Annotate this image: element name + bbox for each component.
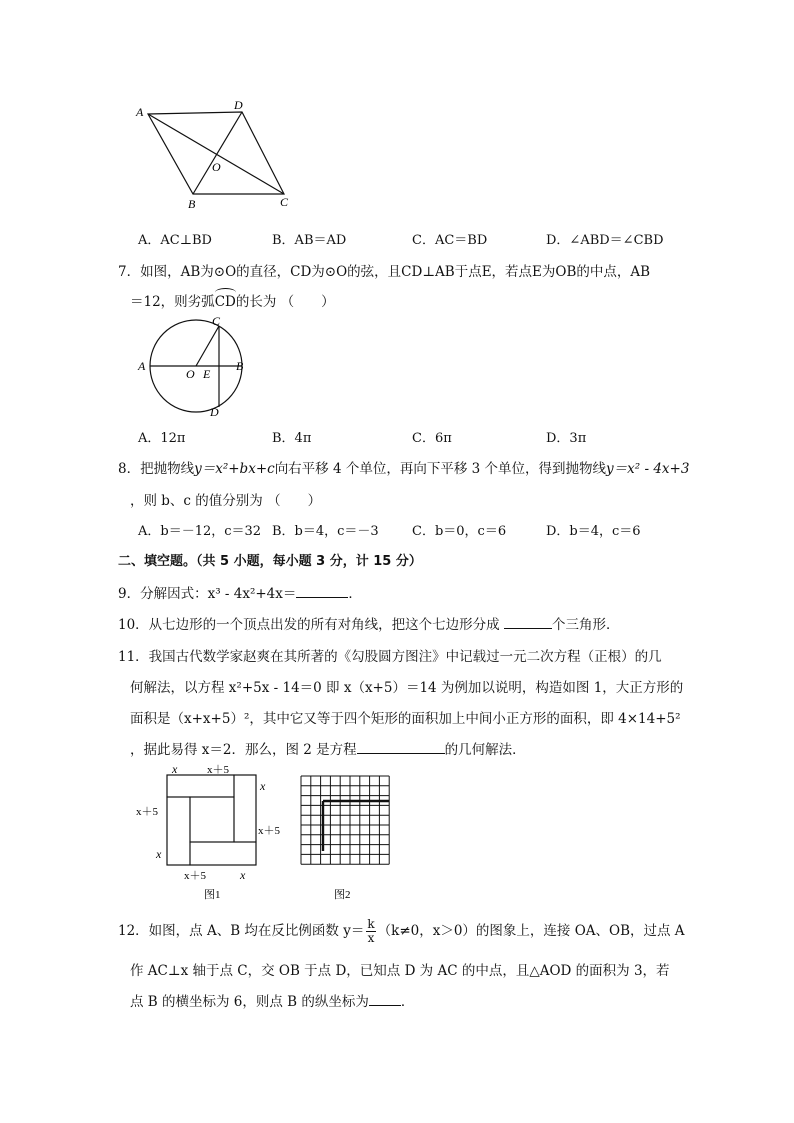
q11-answer-blank[interactable] (357, 741, 445, 754)
fig1-label-x5-top: x＋5 (207, 764, 229, 776)
q8-line1: 8．把抛物线y＝x²+bx+c向右平移 4 个单位，再向下平移 3 个单位，得到抛物线y＝x² - 4x+3 (118, 461, 690, 477)
q12-line3: 点 B 的横坐标为 6，则点 B 的纵坐标为 ． (130, 994, 415, 1010)
q12-fraction (366, 918, 375, 945)
q8-equation-1: y＝x²+bx+c (194, 461, 275, 477)
label-d: D (234, 98, 243, 112)
fig1-caption: 图1 (204, 889, 221, 901)
label-o: O (186, 367, 195, 381)
q7-line1: 7．如图，AB为⊙O的直径，CD为⊙O的弦，且CD⊥AB于点E，若点E为OB的中点，AB (118, 264, 651, 280)
q8-line2: ，则 b、c 的值分别为 （ ） (130, 493, 322, 509)
fraction-numerator: k (367, 917, 375, 931)
figure-2 (295, 770, 395, 902)
label-b: B (188, 197, 196, 211)
q7-option-b: B．4π (272, 431, 312, 446)
label-e: E (203, 367, 211, 381)
fig1-label-x5-left: x＋5 (136, 806, 158, 818)
q7-option-d: D．3π (546, 431, 587, 446)
fig1-label-x-top: x (172, 762, 178, 776)
arc-mark (215, 288, 236, 297)
q11-line1: 11．我国古代数学家赵爽在其所著的《勾股圆方图注》中记载过一元二次方程（正根）的几 (118, 649, 662, 665)
q11-line2: 何解法，以方程 x²+5x - 14＝0 即 x（x+5）＝14 为例加以说明，构造如图 1，大正方形的 (130, 680, 684, 696)
q8-option-c: C．b＝0，c＝6 (412, 524, 507, 539)
label-a: A (138, 359, 146, 373)
q8-equation-2: y＝x² - 4x+3 (606, 461, 690, 477)
q8-option-b: B．b＝4，c＝－3 (272, 524, 379, 539)
fig1-label-x-bottom: x (240, 868, 246, 882)
fig1-label-x5-bottom: x＋5 (184, 870, 206, 882)
q7-line2-pre: ＝12，则劣弧 (130, 294, 215, 310)
label-d: D (210, 405, 219, 419)
q11-line4: ，据此易得 x＝2．那么，图 2 是方程 的几何解法． (130, 742, 526, 758)
q7-line2-post: 的长为 （ ） (235, 294, 335, 310)
q7-line2 (130, 290, 335, 310)
figure-1 (130, 762, 295, 902)
q7-arc-cd: CD (215, 294, 236, 310)
q10-answer-blank[interactable] (504, 616, 552, 629)
q11-line3: 面积是（x+x+5）²，其中它又等于四个矩形的面积加上中间小正方形的面积，即 4×14+5² (130, 711, 681, 727)
label-o: O (212, 160, 221, 174)
q12-line2: 作 AC⊥x 轴于点 C，交 OB 于点 D，已知点 D 为 AC 的中点，且△AOD 的面积为 3，若 (130, 963, 670, 979)
label-a: A (136, 105, 144, 119)
fraction-denominator: x (367, 931, 375, 945)
q10-line: 10．从七边形的一个顶点出发的所有对角线，把这个七边形分成 个三角形． (118, 617, 620, 633)
parallelogram-figure (130, 98, 300, 213)
q8-option-d: D．b＝4，c＝6 (546, 524, 641, 539)
q6-option-d: D．∠ABD＝∠CBD (546, 233, 664, 248)
q6-option-a: A．AC⊥BD (138, 233, 212, 248)
label-b: B (236, 359, 244, 373)
circle-figure (130, 315, 260, 420)
q12-answer-blank[interactable] (369, 993, 401, 1006)
fig1-label-x-left: x (156, 847, 162, 861)
q6-option-b: B．AB＝AD (272, 233, 347, 248)
label-c: C (212, 315, 221, 328)
section-title: 二、填空题。（共 5 小题，每小题 3 分，计 15 分） (118, 554, 422, 569)
q12-line1: 12．如图，点 A、B 均在反比例函数 y＝ $\frac{k}{x}$ （k≠0，x＞0）的图象上，连接 OA、OB，过点 A (118, 917, 685, 945)
q9-line: 9．分解因式：x³ - 4x²+4x＝ ． (118, 586, 362, 602)
label-c: C (280, 195, 289, 209)
fig2-caption: 图2 (334, 889, 351, 901)
q8-option-a: A．b＝－12，c＝32 (138, 524, 262, 539)
q9-answer-blank[interactable] (296, 585, 348, 598)
fig1-label-x-right: x (260, 779, 266, 793)
fig1-label-x5-right: x＋5 (258, 825, 280, 837)
q7-option-a: A．12π (138, 431, 186, 446)
q6-option-c: C．AC＝BD (412, 233, 488, 248)
q7-option-c: C．6π (412, 431, 452, 446)
